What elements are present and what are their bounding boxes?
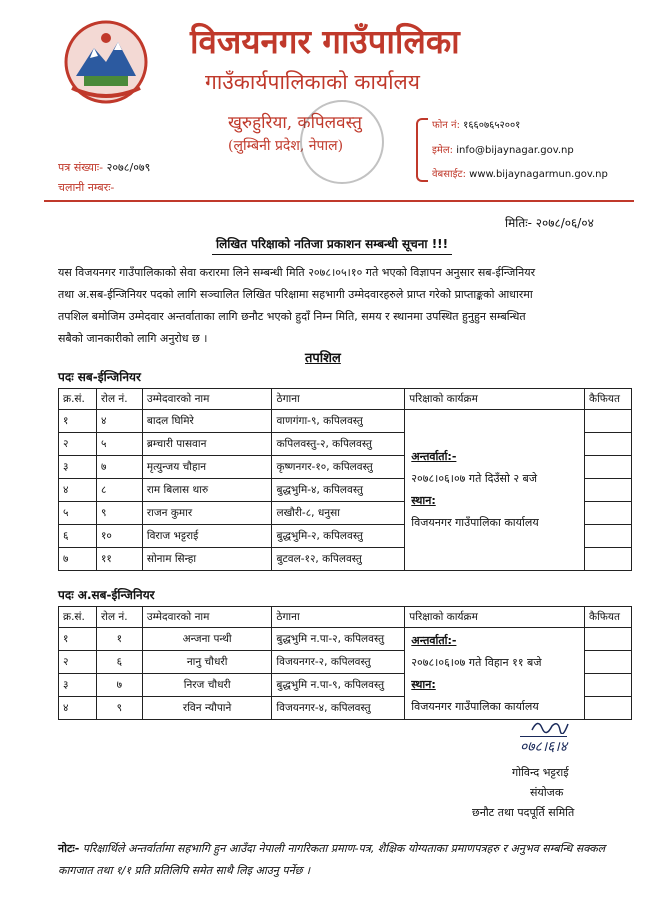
- detail-heading: तपशिल: [305, 351, 341, 366]
- col-roll: रोल नं.: [96, 389, 142, 410]
- cell-address: बुटवल-१२, कपिलवस्तु: [272, 548, 405, 571]
- col-name: उम्मेदवारको नाम: [142, 607, 272, 628]
- cell-remarks: [585, 525, 632, 548]
- cell-name: रविन न्यौपाने: [142, 697, 272, 720]
- cell-remarks: [585, 502, 632, 525]
- cell-name: निरज चौधरी: [142, 674, 272, 697]
- email-line: [432, 142, 574, 156]
- cell-remarks: [585, 548, 632, 571]
- program-time: २०७८।०६।०७ गते विहान ११ बजे: [411, 655, 542, 669]
- col-address: ठेगाना: [272, 607, 405, 628]
- notice-title: लिखित परिक्षाको नतिजा प्रकाशन सम्बन्धी सूचना !!!: [212, 233, 452, 255]
- col-address: ठेगाना: [272, 389, 405, 410]
- office-stamp: [300, 100, 384, 184]
- col-remarks: कैफियत: [585, 607, 632, 628]
- cell-name: सोनाम सिन्हा: [142, 548, 272, 571]
- program-place-label: स्थान:: [411, 677, 436, 691]
- section1-post: पदः सब-ईन्जिनियर: [58, 370, 141, 384]
- cell-remarks: [585, 456, 632, 479]
- cell-sn: १: [59, 628, 97, 651]
- cell-name: ब्रम्चारी पासवान: [142, 433, 272, 456]
- cell-roll: ९: [96, 697, 142, 720]
- cell-roll: ७: [96, 674, 142, 697]
- ref-number: २०७८/०७९: [106, 161, 151, 174]
- cell-remarks: [585, 433, 632, 456]
- office-name: गाउँकार्यपालिकाको कार्यालय: [205, 70, 420, 94]
- cell-address: बुद्धभुमि न.पा-९, कपिलवस्तु: [272, 674, 405, 697]
- cell-sn: १: [59, 410, 97, 433]
- phone-label: फोन नं:: [432, 120, 460, 131]
- cell-roll: ७: [96, 456, 142, 479]
- program-time: २०७८।०६।०७ गते दिउँसो २ बजे: [411, 472, 537, 485]
- email-label: इमेल:: [432, 145, 454, 156]
- col-program: परिक्षाको कार्यक्रम: [405, 389, 585, 410]
- table-row: [59, 410, 632, 433]
- section1-table: [58, 388, 632, 571]
- cell-name: मृत्युन्जय चौहान: [142, 456, 272, 479]
- phone-value: १६६०७६५२००१: [463, 120, 521, 131]
- col-sn: क्र.सं.: [59, 607, 97, 628]
- table-header-row: [59, 607, 632, 628]
- col-roll: रोल नं.: [96, 607, 142, 628]
- cell-address: लखौरी-८, धनुसा: [272, 502, 405, 525]
- note-label: नोटः-: [58, 842, 80, 855]
- signature-scribble: [530, 718, 570, 734]
- col-program: परिक्षाको कार्यक्रम: [405, 607, 585, 628]
- cell-remarks: [585, 479, 632, 502]
- col-name: उम्मेदवारको नाम: [142, 389, 272, 410]
- cell-sn: ३: [59, 674, 97, 697]
- body-line-4: सबैको जानकारीको लागि अनुरोध छ ।: [58, 332, 208, 345]
- cell-sn: ३: [59, 456, 97, 479]
- ref-line: [58, 160, 150, 175]
- section2-post: पदः अ.सब-ईन्जिनियर: [58, 588, 155, 602]
- cell-roll: १: [96, 628, 142, 651]
- nepal-emblem: [62, 18, 150, 106]
- cell-roll: १०: [96, 525, 142, 548]
- contact-bracket: [416, 118, 428, 182]
- notice-body: [58, 262, 638, 350]
- cell-program: [405, 628, 585, 720]
- table-header-row: [59, 389, 632, 410]
- cell-address: कृष्णनगर-१०, कपिलवस्तु: [272, 456, 405, 479]
- cell-remarks: [585, 674, 632, 697]
- cell-sn: २: [59, 651, 97, 674]
- notice-date: मितिः- २०७८/०६/०४: [505, 216, 594, 230]
- cell-address: विजयनगर-४, कपिलवस्तु: [272, 697, 405, 720]
- cell-sn: ६: [59, 525, 97, 548]
- cell-sn: ७: [59, 548, 97, 571]
- cell-sn: ४: [59, 479, 97, 502]
- header-divider: [44, 200, 634, 202]
- cell-roll: ५: [96, 433, 142, 456]
- col-remarks: कैफियत: [585, 389, 632, 410]
- cell-name: बादल घिमिरे: [142, 410, 272, 433]
- cell-roll: ९: [96, 502, 142, 525]
- section2-table: [58, 606, 632, 720]
- cell-name: विराज भट्टराई: [142, 525, 272, 548]
- footer-note: [58, 838, 636, 882]
- body-line-1: यस विजयनगर गाउँपालिकाको सेवा करारमा लिने सम्बन्धी मिति २०७८।०५।१० गते भएको विज्ञापन अनुसार सब-ईन्जिनियर: [58, 266, 536, 279]
- cell-roll: ८: [96, 479, 142, 502]
- cell-sn: ४: [59, 697, 97, 720]
- signatory-name: गोविन्द भट्टराई: [512, 766, 569, 779]
- program-place-label: स्थान:: [411, 494, 436, 507]
- cell-name: नानु चौधरी: [142, 651, 272, 674]
- cell-address: बुद्धभुमि न.पा-२, कपिलवस्तु: [272, 628, 405, 651]
- cell-name: राजन कुमार: [142, 502, 272, 525]
- province: (लुम्बिनी प्रदेश, नेपाल): [228, 138, 344, 154]
- program-label: अन्तर्वार्ता:-: [411, 633, 457, 647]
- cell-address: कपिलवस्तु-२, कपिलवस्तु: [272, 433, 405, 456]
- cell-roll: ६: [96, 651, 142, 674]
- cell-program: [405, 410, 585, 571]
- cell-remarks: [585, 697, 632, 720]
- note-text: परिक्षार्थिले अन्तर्वार्तामा सहभागि हुन आउँदा नेपाली नागरिकता प्रमाण-पत्र, शैक्षिक योग्यताका प्रमाणपत्रहरु र अनुभव सम्बन्धि सक्कल कागजात तथा १/१ प्रति प्रतिलिपि समेत साथै लिइ आउनु पर्नेछ ।: [58, 842, 606, 877]
- ref-label: पत्र संख्याः-: [58, 161, 104, 174]
- signatory-role: संयोजक: [530, 786, 564, 799]
- cell-remarks: [585, 410, 632, 433]
- body-line-3: तपशिल बमोजिम उम्मेदवार अन्तर्वाताका लागि छनौट भएको हुदाँ निम्न मिति, समय र स्थानमा उपस्थित हुनुहुन सम्बन्धित: [58, 310, 526, 323]
- website-label: वेबसाईट:: [432, 169, 466, 180]
- cell-address: विजयनगर-२, कपिलवस्तु: [272, 651, 405, 674]
- col-sn: क्र.सं.: [59, 389, 97, 410]
- handwritten-date: ०७८।६।४: [520, 736, 567, 756]
- cell-sn: ५: [59, 502, 97, 525]
- cell-remarks: [585, 651, 632, 674]
- cell-name: अन्जना पन्थी: [142, 628, 272, 651]
- cell-address: बुद्धभुमि-४, कपिलवस्तु: [272, 479, 405, 502]
- org-name: विजयनगर गाउँपालिका: [190, 22, 460, 61]
- cell-address: बुद्धभुमि-२, कपिलवस्तु: [272, 525, 405, 548]
- cell-name: राम बिलास थारु: [142, 479, 272, 502]
- cell-remarks: [585, 628, 632, 651]
- cell-roll: ४: [96, 410, 142, 433]
- program-place: विजयनगर गाउँपालिका कार्यालय: [411, 516, 539, 529]
- website-value[interactable]: www.bijaynagarmun.gov.np: [469, 169, 608, 180]
- phone-line: [432, 117, 520, 131]
- dispatch-label: चलानी नम्बरः-: [58, 181, 115, 194]
- website-line: [432, 166, 608, 180]
- cell-roll: ११: [96, 548, 142, 571]
- body-line-2: तथा अ.सब-ईन्जिनियर पदको लागि सञ्चालित लिखित परिक्षामा सहभागी उम्मेदवारहरुले प्राप्त गरेको प्राप्ताङ्कको आधारमा: [58, 288, 533, 301]
- program-label: अन्तर्वार्ता:-: [411, 450, 457, 463]
- address: खुरुहुरिया, कपिलवस्तु: [228, 113, 362, 133]
- table-row: [59, 628, 632, 651]
- email-value[interactable]: info@bijaynagar.gov.np: [456, 145, 574, 156]
- committee-name: छनौट तथा पदपूर्ति समिति: [472, 806, 575, 819]
- program-place: विजयनगर गाउँपालिका कार्यालय: [411, 699, 539, 713]
- cell-address: वाणगंगा-९, कपिलवस्तु: [272, 410, 405, 433]
- cell-sn: २: [59, 433, 97, 456]
